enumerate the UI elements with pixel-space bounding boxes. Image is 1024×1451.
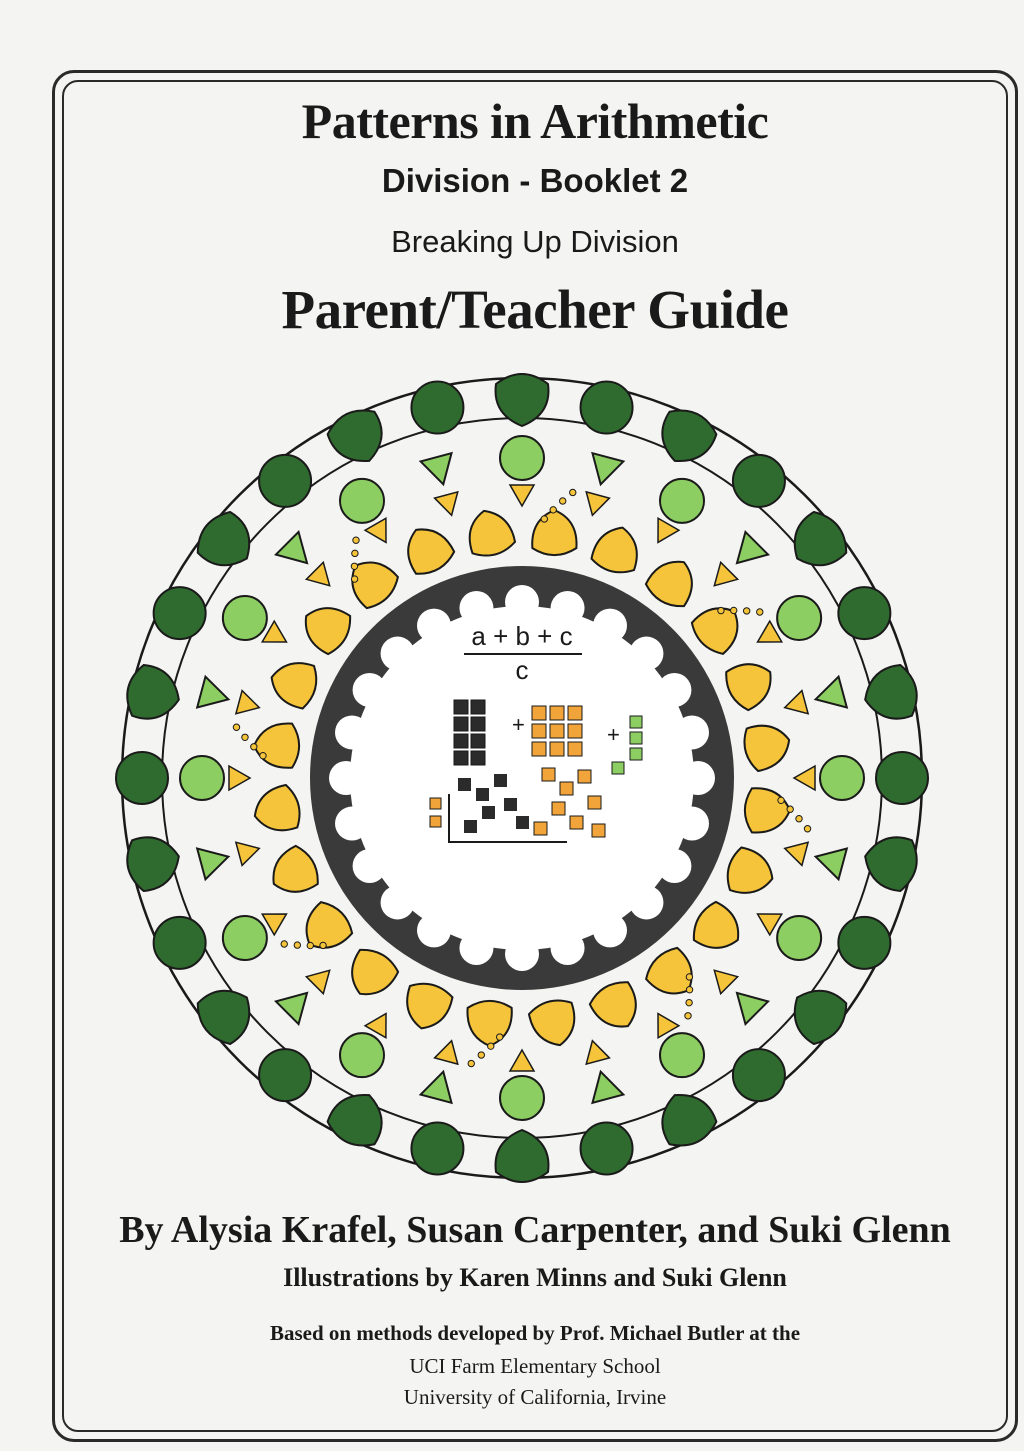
yellow-triangle [782,837,808,866]
orange-square [568,706,582,720]
dark-green-drop [323,1084,393,1154]
dot [478,1052,484,1058]
dark-green-drop [651,403,721,473]
yellow-drop [467,1001,511,1046]
light-green-triangle [726,982,768,1024]
dark-green-circle [838,917,890,969]
dark-square [454,751,468,765]
yellow-triangle [306,562,338,594]
yellow-triangle [435,492,464,518]
formula-numerator: a + b + c [471,621,573,651]
university-line: University of California, Irvine [403,1385,667,1409]
dot [796,816,802,822]
light-green-triangle [585,1068,623,1103]
dark-green-drop [122,662,184,725]
orange-square [532,724,546,738]
light-green-triangle [585,453,623,488]
yellow-triangle [262,621,292,652]
dark-green-drop [190,505,264,579]
dark-square [454,734,468,748]
yellow-triangle [581,1038,610,1064]
yellow-drop [249,783,304,837]
dot [787,806,793,812]
light-green-circle [500,436,544,480]
dot [496,1034,502,1040]
yellow-drop [294,897,357,960]
dot [242,734,248,740]
dark-green-drop [859,831,921,894]
yellow-triangle [648,1008,679,1038]
dark-green-drop [190,977,264,1051]
dot [488,1043,494,1049]
dark-green-drop [859,662,921,725]
plus-sign-1: + [512,712,525,737]
light-green-triangle [197,841,232,879]
yellow-triangle [435,1038,464,1064]
mandala-group [116,374,928,1182]
orange-square [552,802,565,815]
yellow-triangle [365,1008,396,1038]
dark-green-circle [581,382,633,434]
yellow-drop [527,996,581,1051]
illustrators: Illustrations by Karen Minns and Suki Glenn [283,1263,787,1292]
dark-square [516,816,529,829]
dot [686,999,692,1005]
orange-square [578,770,591,783]
dot [353,537,359,543]
light-green-circle [660,479,704,523]
dark-green-circle [116,752,168,804]
yellow-drop [397,519,458,580]
yellow-triangle [262,904,292,935]
yellow-drop [688,898,749,959]
dark-square [471,717,485,731]
yellow-drop [720,653,781,714]
dot [468,1060,474,1066]
dot [686,987,692,993]
light-green-triangle [812,841,847,879]
yellow-triangle [306,962,338,994]
yellow-drop [723,846,778,900]
dot [320,942,326,948]
dark-square [471,734,485,748]
yellow-triangle [581,492,610,518]
dark-green-circle [411,1122,463,1174]
dark-green-circle [259,455,311,507]
light-green-circle [820,756,864,800]
yellow-drop [463,505,517,560]
dot [718,607,724,613]
dot [233,724,239,730]
dot [731,607,737,613]
plus-sign-2: + [607,722,620,747]
orange-square [550,742,564,756]
dot [294,942,300,948]
dark-green-drop [781,505,855,579]
light-green-triangle [197,677,232,715]
yellow-drop [745,788,790,832]
yellow-triangle [510,485,534,506]
light-green-circle [777,916,821,960]
orange-square [430,798,441,809]
yellow-triangle [510,1050,534,1071]
green-square [630,716,642,728]
dot [560,498,566,504]
green-square [630,748,642,760]
yellow-triangle [229,766,250,790]
dark-green-drop [651,1084,721,1154]
yellow-triangle [752,904,782,935]
yellow-triangle [794,766,815,790]
dark-square [471,751,485,765]
authors: By Alysia Krafel, Susan Carpenter, and Suki Glenn [119,1209,951,1251]
dark-square [476,788,489,801]
light-green-triangle [421,1068,459,1103]
dot [804,826,810,832]
yellow-drop [295,597,356,658]
light-green-circle [660,1033,704,1077]
yellow-drop [687,596,750,659]
green-square [612,762,624,774]
dark-green-circle [154,587,206,639]
book-subtitle: Division - Booklet 2 [381,162,689,199]
light-green-circle [500,1076,544,1120]
yellow-drop [586,976,647,1037]
dark-green-circle [259,1049,311,1101]
dot [307,942,313,948]
dot [686,974,692,980]
light-green-triangle [726,532,768,574]
light-green-triangle [812,677,847,715]
dot [757,609,763,615]
green-square [630,732,642,744]
orange-square [568,724,582,738]
dark-square [504,798,517,811]
dark-square [458,778,471,791]
dot [352,550,358,556]
guide-title: Parent/Teacher Guide [281,279,789,340]
light-green-triangle [276,982,318,1024]
dark-square [494,774,507,787]
book-subtitle-secondary: Breaking Up Division [391,224,679,259]
dark-green-circle [733,455,785,507]
formula-denominator: c [515,655,529,685]
yellow-triangle [365,518,396,548]
orange-square [550,724,564,738]
yellow-drop [340,550,403,613]
dark-green-circle [154,917,206,969]
light-green-circle [180,756,224,800]
dark-green-circle [838,587,890,639]
dark-square [454,717,468,731]
yellow-drop [532,510,576,555]
dark-green-circle [876,752,928,804]
orange-square [532,706,546,720]
dot [570,489,576,495]
orange-square [592,824,605,837]
dot [351,576,357,582]
orange-square [542,768,555,781]
dot [743,608,749,614]
dot [778,797,784,803]
yellow-triangle [782,691,808,720]
yellow-triangle [752,621,782,652]
dark-square [464,820,477,833]
yellow-drop [263,842,324,903]
dot [351,563,357,569]
dot [685,1013,691,1019]
light-green-circle [223,596,267,640]
yellow-triangle [236,837,262,866]
orange-square [534,822,547,835]
dot [251,744,257,750]
dot [260,752,266,758]
dark-green-drop [323,403,393,473]
dot [281,941,287,947]
yellow-drop [341,944,402,1005]
light-green-circle [340,479,384,523]
dark-square [471,700,485,714]
dark-green-circle [411,382,463,434]
light-green-circle [340,1033,384,1077]
dark-square [482,806,495,819]
yellow-drop [641,943,704,1006]
yellow-triangle [706,962,738,994]
dark-square [454,700,468,714]
orange-square [588,796,601,809]
light-green-triangle [276,532,318,574]
dark-green-circle [733,1049,785,1101]
dot [550,507,556,513]
dark-green-drop [122,831,184,894]
orange-square [568,742,582,756]
orange-square [430,816,441,827]
yellow-drop [590,522,644,577]
yellow-drop [642,551,703,612]
orange-square [570,816,583,829]
dark-green-circle [581,1122,633,1174]
dot [541,516,547,522]
orange-square [560,782,573,795]
light-green-triangle [421,453,459,488]
light-green-circle [223,916,267,960]
dark-green-drop [781,977,855,1051]
orange-square [532,742,546,756]
yellow-drop [740,719,795,773]
mandala-illustration [112,358,932,1198]
yellow-drop [254,723,299,767]
yellow-drop [400,979,454,1034]
yellow-triangle [236,691,262,720]
yellow-triangle [648,518,679,548]
light-green-circle [777,596,821,640]
school-line: UCI Farm Elementary School [409,1354,661,1378]
book-title: Patterns in Arithmetic [301,93,769,149]
yellow-triangle [706,562,738,594]
based-on-line: Based on methods developed by Prof. Michael Butler at the [269,1321,801,1345]
yellow-drop [266,656,321,710]
orange-square [550,706,564,720]
